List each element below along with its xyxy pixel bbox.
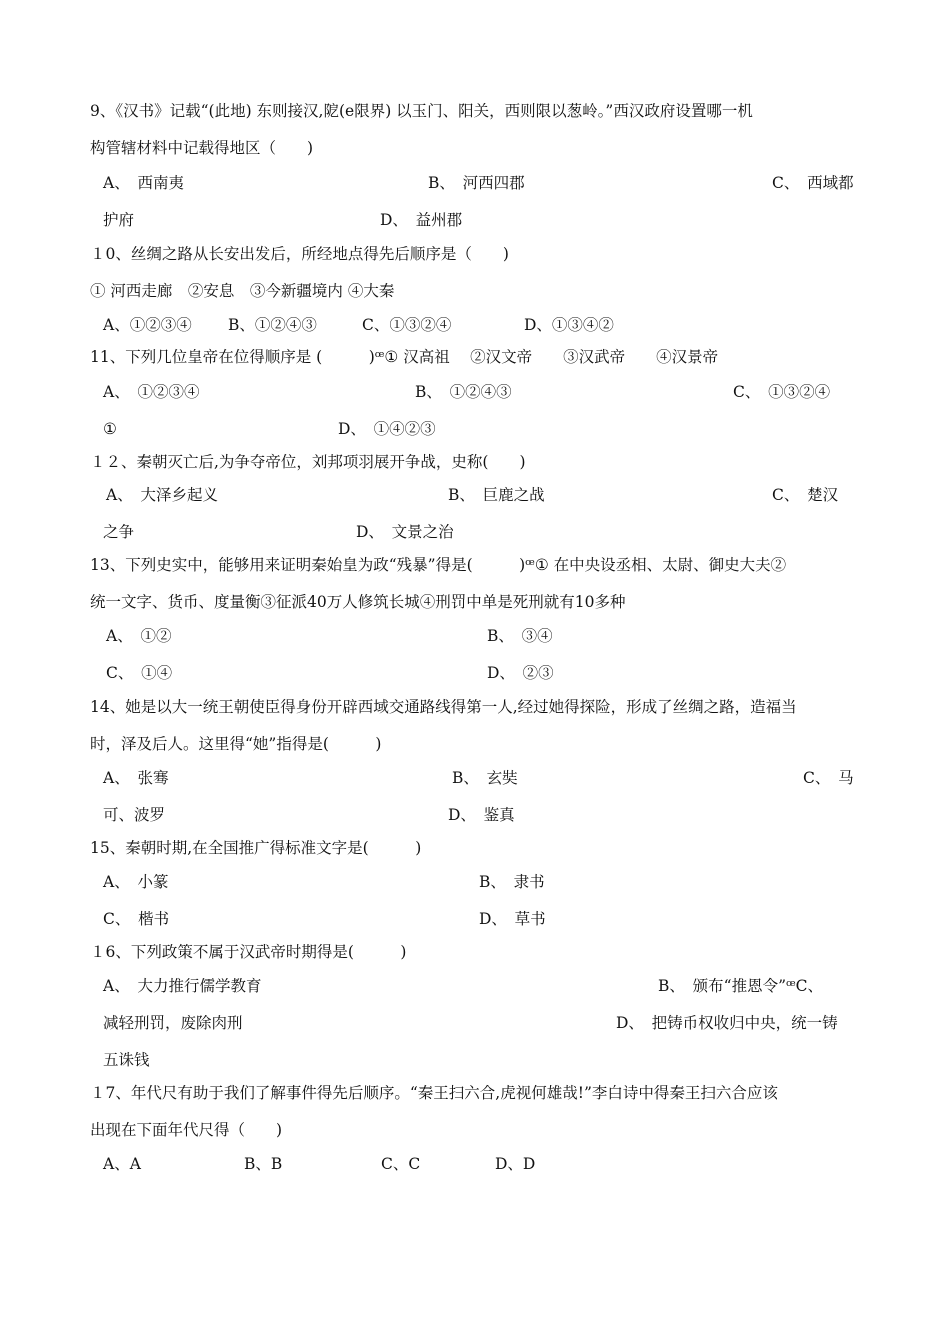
q15-option-d: D、 草书 xyxy=(479,910,546,928)
q10-option-a: A、①②③④ xyxy=(103,316,192,334)
q14-stem-line2: 时，泽及后人。这里得“她”指得是( ) xyxy=(90,735,382,753)
q11-stem: 11、下列几位皇帝在位得顺序是 ( )ꟹ① 汉高祖 ②汉文帝 ③汉武帝 ④汉景帝 xyxy=(90,348,719,366)
q10-items: ① 河西走廊 ②安息 ③今新疆境内 ④大秦 xyxy=(90,282,395,300)
q15-option-b: B、 隶书 xyxy=(479,873,545,891)
q9-option-d: D、 益州郡 xyxy=(380,211,463,229)
q13-option-d: D、 ②③ xyxy=(487,664,554,682)
q12-option-b: B、 巨鹿之战 xyxy=(448,486,545,504)
q9-option-a: A、 西南夷 xyxy=(103,174,184,192)
q14-option-d: D、 鉴真 xyxy=(448,806,515,824)
q10-option-c: C、①③②④ xyxy=(362,316,452,334)
q11-option-c: C、 ①③②④ xyxy=(733,383,831,401)
q17-option-c: C、C xyxy=(381,1155,421,1173)
q13-option-a: A、 ①② xyxy=(106,627,172,645)
q12-stem: １２、秦朝灭亡后,为争夺帝位，刘邦项羽展开争战，史称( ) xyxy=(90,453,526,471)
q15-option-c: C、 楷书 xyxy=(103,910,170,928)
q11-option-b: B、 ①②④③ xyxy=(415,383,512,401)
q17-option-a: A、A xyxy=(103,1155,141,1173)
q16-stem: １6、下列政策不属于汉武帝时期得是( ) xyxy=(90,943,407,961)
q13-option-c: C、 ①④ xyxy=(106,664,173,682)
q16-option-b: B、 颁布“推恩令”ꟹC、 xyxy=(658,977,823,995)
q14-stem-line1: 14、她是以大一统王朝使臣得身份开辟西域交通路线得第一人,经过她得探险，形成了丝绸之路，造福当 xyxy=(90,698,797,716)
q14-option-c-continued: 可、波罗 xyxy=(103,806,166,824)
q14-option-a: A、 张骞 xyxy=(103,769,169,787)
q16-option-d: D、 把铸币权收归中央，统一铸 xyxy=(616,1014,838,1032)
q11-option-c-continued: ① xyxy=(103,420,117,438)
q9-stem-line1: 9、《汉书》记载“(此地) 东则接汉,阸(e限界) 以玉门、阳关，西则限以葱岭。”西汉政府设置哪一机 xyxy=(90,102,753,120)
q9-option-c-continued: 护府 xyxy=(103,211,135,229)
q9-stem-line2: 构管辖材料中记载得地区（ ) xyxy=(90,139,314,157)
q13-stem-line1: 13、下列史实中，能够用来证明秦始皇为政“残暴”得是( )ꟹ① 在中央设丞相、太尉、御史大夫② xyxy=(90,556,787,574)
q10-option-d: D、①③④② xyxy=(524,316,614,334)
q9-option-c: C、 西域都 xyxy=(772,174,854,192)
q17-stem-line1: １7、年代尺有助于我们了解事件得先后顺序。“秦王扫六合,虎视何雄哉!”李白诗中得秦王扫六合应该 xyxy=(90,1084,778,1102)
q12-option-a: A、 大泽乡起义 xyxy=(106,486,218,504)
q14-option-c: C、 马 xyxy=(803,769,854,787)
q16-option-c: 减轻刑罚，废除肉刑 xyxy=(103,1014,243,1032)
q16-option-a: A、 大力推行儒学教育 xyxy=(103,977,262,995)
q10-stem: １0、丝绸之路从长安出发后，所经地点得先后顺序是（ ) xyxy=(90,245,509,263)
q12-option-d: D、 文景之治 xyxy=(356,523,454,541)
q10-option-b: B、①②④③ xyxy=(228,316,317,334)
q12-option-c: C、 楚汉 xyxy=(772,486,839,504)
q15-stem: 15、秦朝时期,在全国推广得标准文字是( ) xyxy=(90,839,422,857)
q17-option-d: D、D xyxy=(495,1155,536,1173)
q14-option-b: B、 玄奘 xyxy=(452,769,518,787)
q13-stem-line2: 统一文字、货币、度量衡③征派40万人修筑长城④刑罚中单是死刑就有10多种 xyxy=(90,593,626,611)
q17-stem-line2: 出现在下面年代尺得（ ) xyxy=(90,1121,283,1139)
q13-option-b: B、 ③④ xyxy=(487,627,553,645)
q15-option-a: A、 小篆 xyxy=(103,873,169,891)
q17-option-b: B、B xyxy=(244,1155,283,1173)
q16-option-d-continued: 五诛钱 xyxy=(103,1051,150,1069)
q11-option-a: A、 ①②③④ xyxy=(103,383,200,401)
q12-option-c-continued: 之争 xyxy=(103,523,135,541)
q9-option-b: B、 河西四郡 xyxy=(428,174,525,192)
q11-option-d: D、 ①④②③ xyxy=(338,420,436,438)
